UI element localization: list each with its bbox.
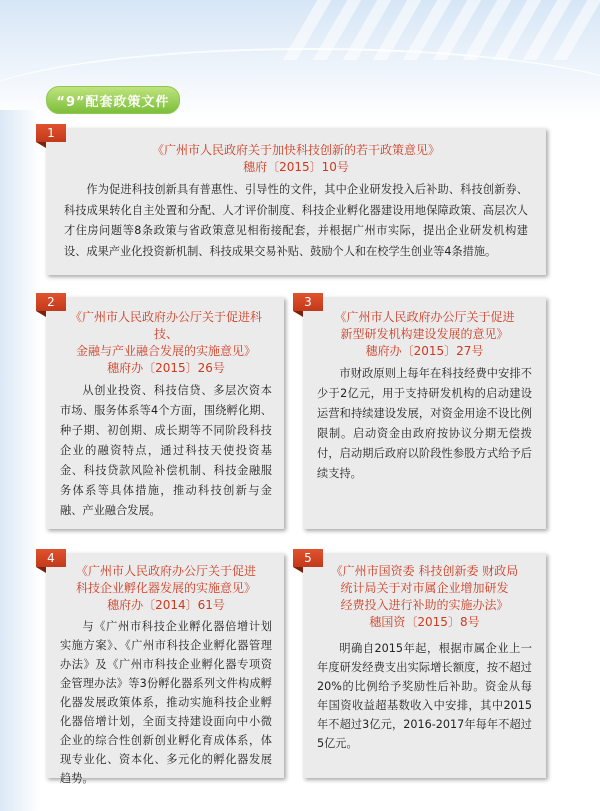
- policy-card-1: [46, 128, 546, 275]
- card-title-line-2: 新型研发机构建设发展的意见》: [340, 327, 509, 341]
- policy-card-2: [46, 297, 284, 529]
- card-title-line-1: 《广州市国资委 科技创新委 财政局: [330, 564, 519, 578]
- card-body: 从创业投资、科技信贷、多层次资本市场、服务体系等4个方面，围绕孵化期、种子期、初创期、成长期等不同阶段科技企业的融资特点，通过科技天使投资基金、科技贷款风险补偿机制、科技金融服务体系等具体措施，推动科技创新与金融、产业融合发展。: [60, 384, 272, 517]
- card-title-line-2: 科技企业孵化器发展的实施意见》: [75, 581, 256, 595]
- card-title-line-1: 《广州市人民政府办公厅关于促进科技、: [69, 310, 262, 341]
- card-doc-number: 穗府办〔2015〕26号: [107, 361, 225, 375]
- side-background: [0, 110, 40, 811]
- card-body: 市财政原则上每年在科技经费中安排不少于2亿元，用于支持研发机构的启动建设运营和持续建设发展，对资金用途不设比例限制。启动资金由政府按协议分期无偿拨付，启动期后政府以阶段性参股方式给予后续支持。: [317, 367, 532, 480]
- card-number-badge: 1: [36, 124, 66, 142]
- policy-card-4: [46, 551, 284, 785]
- card-title-line-2: 金融与产业融合发展的实施意见》: [75, 344, 256, 358]
- card-number-badge: 2: [36, 293, 66, 311]
- card-doc-number: 穗府〔2015〕10号: [243, 160, 349, 174]
- card-doc-number: 穗府办〔2015〕27号: [365, 344, 484, 358]
- card-number-badge: 4: [36, 549, 66, 567]
- card-number-badge: 5: [293, 549, 323, 567]
- section-title: “9”配套政策文件: [46, 86, 180, 114]
- card-doc-number: 穗国资〔2015〕8号: [369, 615, 480, 629]
- card-body: 作为促进科技创新具有普惠性、引导性的文件，其中企业研发投入后补助、科技创新券、科技成果转化自主处置和分配、人才评价制度、科技企业孵化器建设用地保障政策、高层次人才住房问题等8条政策与省政策意见相衔接配套，并根据广州市实际，提出企业研发机构建设、成果产业化投资新机制、科技成果交易补贴、鼓励个人和在校学生创业等4条措施。: [64, 183, 528, 258]
- policy-card-5: [303, 553, 546, 778]
- card-title-line-3: 经费投入进行补助的实施办法》: [340, 598, 509, 612]
- card-body: 明确自2015年起，根据市属企业上一年度研发经费支出实际增长额度，按不超过20%的比例给予奖励性后补助。资金从每年国资收益超基数收入中安排，其中2015年不超过3亿元，2016-2017年每年不超过5亿元。: [317, 642, 532, 750]
- card-title-line-1: 《广州市人民政府办公厅关于促进: [75, 564, 256, 578]
- card-number-badge: 3: [293, 293, 323, 311]
- card-title: 《广州市人民政府关于加快科技创新的若干政策意见》: [151, 143, 440, 157]
- policy-card-3: [303, 297, 546, 529]
- card-title-line-1: 《广州市人民政府办公厅关于促进: [334, 310, 515, 324]
- card-doc-number: 穗府办〔2014〕61号: [107, 598, 225, 612]
- card-title-line-2: 统计局关于对市属企业增加研发: [340, 581, 509, 595]
- card-body: 与《广州市科技企业孵化器倍增计划实施方案》、《广州市科技企业孵化器管理办法》及《广州市科技企业孵化器专项资金管理办法》等3份孵化器系列文件构成孵化器发展政策体系，推动实施科技企业孵化器倍增计划，全面支持建设面向中小微企业的综合性创新创业孵化育成体系，体现专业化、资本化、多元化的孵化器发展趋势。: [60, 620, 272, 785]
